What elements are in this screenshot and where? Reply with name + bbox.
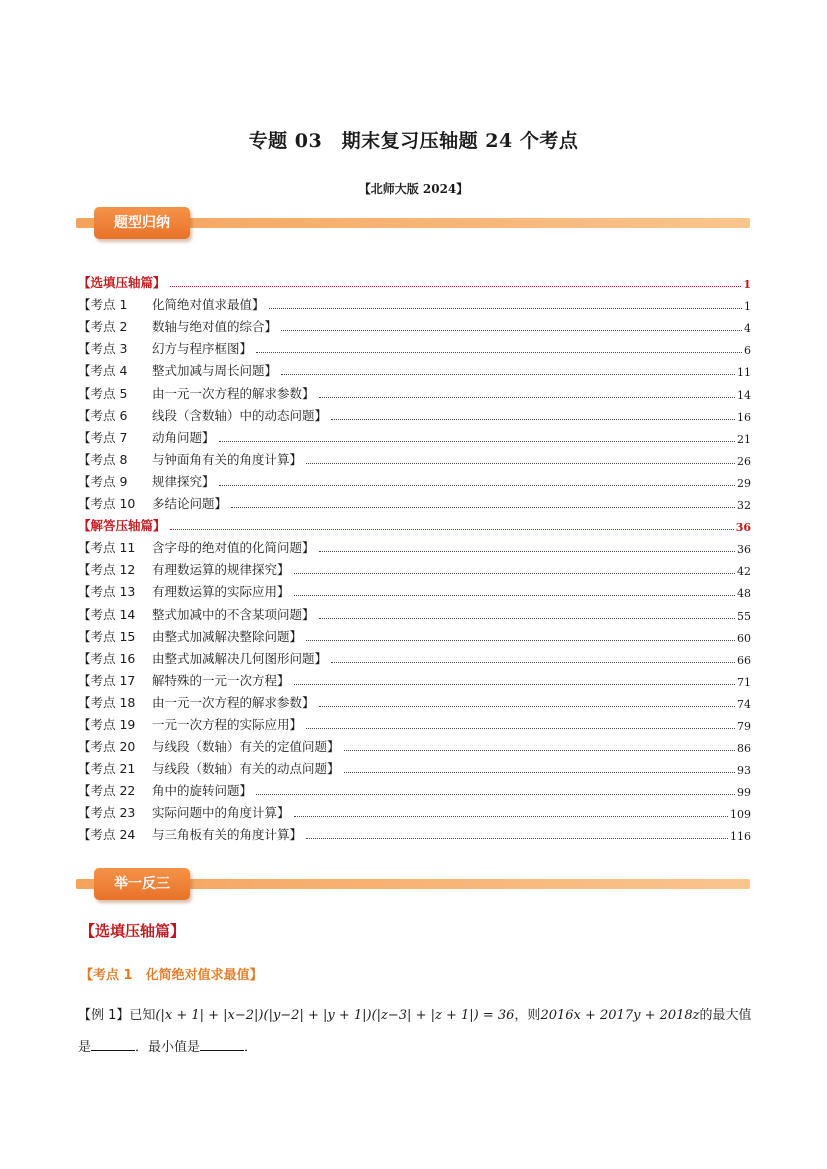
example-expression: 2016x + 2017y + 2018z bbox=[540, 1008, 700, 1023]
toc-item-text: 由整式加减解决整除问题】 bbox=[152, 628, 303, 644]
toc-leader-dots bbox=[294, 594, 735, 596]
toc-page-number: 36 bbox=[737, 543, 751, 557]
banner-tag: 举一反三 bbox=[94, 868, 190, 900]
toc-item-row[interactable] bbox=[78, 556, 751, 578]
answer-blank-min[interactable] bbox=[200, 1036, 244, 1051]
toc-leader-dots bbox=[331, 661, 735, 663]
toc-item-label bbox=[78, 715, 302, 733]
toc-leader-dots bbox=[331, 418, 735, 420]
toc-item-text: 含字母的绝对值的化简问题】 bbox=[152, 540, 315, 556]
toc-leader-dots bbox=[294, 683, 735, 685]
toc-item-row[interactable] bbox=[78, 689, 751, 711]
toc-item-number: 【考点 19 bbox=[78, 716, 136, 732]
toc-item-number: 【考点 22 bbox=[78, 783, 136, 799]
example-line2-a: 是 bbox=[78, 1040, 92, 1055]
toc-item-label bbox=[78, 582, 290, 600]
toc-item-number: 【考点 20 bbox=[78, 739, 136, 755]
toc-leader-dots bbox=[319, 396, 735, 398]
toc-leader-dots bbox=[170, 528, 734, 530]
toc-item-text: 与线段（数轴）有关的定值问题】 bbox=[152, 739, 340, 755]
toc-item-label bbox=[78, 538, 315, 556]
toc-item-row[interactable] bbox=[78, 799, 751, 821]
toc-page-number: 86 bbox=[737, 742, 751, 756]
toc-leader-dots bbox=[319, 617, 735, 619]
toc-item-row[interactable] bbox=[78, 402, 751, 424]
toc-item-row[interactable] bbox=[78, 335, 751, 357]
toc-item-text: 实际问题中的角度计算】 bbox=[152, 805, 290, 821]
toc-item-row[interactable] bbox=[78, 755, 751, 777]
toc-leader-dots bbox=[306, 837, 728, 839]
toc-item-row[interactable] bbox=[78, 645, 751, 667]
toc-page-number: 26 bbox=[737, 454, 751, 468]
toc-leader-dots bbox=[294, 572, 735, 574]
toc-item-row[interactable] bbox=[78, 534, 751, 556]
toc-section-label: 【选填压轴篇】 bbox=[78, 275, 166, 291]
section-heading: 【选填压轴篇】 bbox=[80, 922, 186, 940]
example-lead: 已知 bbox=[129, 1008, 156, 1023]
toc-item-number: 【考点 7 bbox=[78, 429, 128, 445]
toc-item-number: 【考点 4 bbox=[78, 363, 128, 379]
toc-item-number: 【考点 14 bbox=[78, 606, 136, 622]
toc-item-label bbox=[78, 560, 290, 578]
toc-leader-dots bbox=[281, 329, 742, 331]
toc-item-text: 幻方与程序框图】 bbox=[152, 341, 253, 357]
banner-tag: 题型归纳 bbox=[94, 207, 190, 239]
toc-page-number: 21 bbox=[737, 432, 751, 446]
toc-page-number: 99 bbox=[737, 786, 751, 800]
toc-leader-dots bbox=[306, 639, 735, 641]
example-mid: ，则 bbox=[514, 1008, 541, 1023]
toc-item-label bbox=[78, 494, 227, 512]
toc-leader-dots bbox=[319, 705, 735, 707]
toc-item-text: 由一元一次方程的解求参数】 bbox=[152, 385, 315, 401]
toc-item-text: 一元一次方程的实际应用】 bbox=[152, 716, 303, 732]
toc-item-label bbox=[78, 781, 252, 799]
toc-item-label bbox=[78, 295, 265, 313]
toc-item-text: 角中的旋转问题】 bbox=[152, 783, 253, 799]
toc-item-number: 【考点 16 bbox=[78, 650, 136, 666]
toc-item-text: 有理数运算的实际应用】 bbox=[152, 584, 290, 600]
toc-leader-dots bbox=[219, 484, 735, 486]
document-title: 专题 03 期末复习压轴题 24 个考点 bbox=[248, 130, 579, 152]
toc-item-number: 【考点 10 bbox=[78, 496, 136, 512]
toc-item-label bbox=[78, 671, 290, 689]
toc-item-number: 【考点 15 bbox=[78, 628, 136, 644]
toc-page-number: 42 bbox=[737, 565, 751, 579]
toc-item-number: 【考点 23 bbox=[78, 805, 136, 821]
example-1 bbox=[78, 1000, 756, 1064]
table-of-contents bbox=[78, 269, 751, 843]
toc-item-number: 【考点 1 bbox=[78, 297, 128, 313]
toc-item-number: 【考点 17 bbox=[78, 672, 136, 688]
toc-item-row[interactable] bbox=[78, 777, 751, 799]
toc-item-label bbox=[78, 384, 315, 402]
toc-item-label bbox=[78, 428, 215, 446]
toc-item-text: 线段（含数轴）中的动态问题】 bbox=[152, 407, 328, 423]
toc-item-text: 整式加减中的不含某项问题】 bbox=[152, 606, 315, 622]
toc-item-number: 【考点 12 bbox=[78, 562, 136, 578]
toc-item-text: 由整式加减解决几何图形问题】 bbox=[152, 650, 328, 666]
example-line2-c: ． bbox=[244, 1040, 258, 1055]
toc-page-number: 32 bbox=[737, 499, 751, 513]
toc-page-number: 71 bbox=[737, 675, 751, 689]
toc-item-label bbox=[78, 627, 302, 645]
toc-leader-dots bbox=[306, 727, 735, 729]
toc-item-number: 【考点 13 bbox=[78, 584, 136, 600]
toc-page-number: 4 bbox=[744, 322, 751, 336]
toc-item-row[interactable] bbox=[78, 821, 751, 843]
toc-page-number: 36 bbox=[735, 521, 751, 535]
toc-item-label bbox=[78, 361, 277, 379]
toc-item-label bbox=[78, 406, 327, 424]
toc-leader-dots bbox=[170, 285, 742, 287]
toc-item-text: 动角问题】 bbox=[152, 429, 215, 445]
toc-page-number: 48 bbox=[737, 587, 751, 601]
toc-page-number: 14 bbox=[737, 388, 751, 402]
toc-item-text: 数轴与绝对值的综合】 bbox=[152, 319, 278, 335]
toc-page-number: 109 bbox=[730, 808, 751, 822]
example-tail: 的最大值 bbox=[699, 1008, 752, 1023]
toc-page-number: 1 bbox=[744, 300, 751, 314]
toc-item-text: 有理数运算的规律探究】 bbox=[152, 562, 290, 578]
toc-leader-dots bbox=[256, 793, 735, 795]
toc-item-row[interactable] bbox=[78, 357, 751, 379]
toc-leader-dots bbox=[344, 771, 735, 773]
toc-leader-dots bbox=[281, 373, 735, 375]
toc-item-text: 与线段（数轴）有关的动点问题】 bbox=[152, 761, 340, 777]
toc-item-text: 与钟面角有关的角度计算】 bbox=[152, 451, 303, 467]
toc-page-number: 55 bbox=[737, 609, 751, 623]
toc-item-label bbox=[78, 693, 315, 711]
toc-item-label bbox=[78, 450, 302, 468]
toc-page-number: 79 bbox=[737, 719, 751, 733]
toc-item-label bbox=[78, 472, 215, 490]
toc-leader-dots bbox=[306, 462, 735, 464]
toc-item-text: 规律探究】 bbox=[152, 473, 215, 489]
toc-item-row[interactable] bbox=[78, 711, 751, 733]
example-condition: (|x + 1| + |x−2|)(|y−2| + |y + 1|)(|z−3| + |z + 1|) = 36 bbox=[155, 1008, 515, 1023]
toc-page-number: 66 bbox=[737, 653, 751, 667]
toc-item-number: 【考点 2 bbox=[78, 319, 128, 335]
toc-section-row[interactable] bbox=[78, 269, 751, 291]
toc-leader-dots bbox=[269, 307, 742, 309]
toc-section-label: 【解答压轴篇】 bbox=[78, 518, 166, 534]
toc-item-row[interactable] bbox=[78, 379, 751, 401]
answer-blank-max[interactable] bbox=[91, 1036, 135, 1051]
toc-leader-dots bbox=[294, 815, 728, 817]
toc-item-label bbox=[78, 737, 340, 755]
toc-item-label bbox=[78, 317, 277, 335]
toc-page-number: 116 bbox=[730, 830, 751, 844]
toc-item-label bbox=[78, 649, 327, 667]
toc-item-text: 化简绝对值求最值】 bbox=[152, 297, 265, 313]
toc-item-row[interactable] bbox=[78, 623, 751, 645]
toc-leader-dots bbox=[231, 506, 735, 508]
toc-item-number: 【考点 21 bbox=[78, 761, 136, 777]
toc-leader-dots bbox=[256, 351, 742, 353]
toc-banner bbox=[76, 207, 750, 241]
toc-item-text: 整式加减与周长问题】 bbox=[152, 363, 278, 379]
toc-item-row[interactable] bbox=[78, 291, 751, 313]
toc-item-label bbox=[78, 803, 290, 821]
toc-page-number: 93 bbox=[737, 764, 751, 778]
toc-item-row[interactable] bbox=[78, 468, 751, 490]
toc-item-number: 【考点 11 bbox=[78, 540, 136, 556]
toc-item-row[interactable] bbox=[78, 733, 751, 755]
toc-item-row[interactable] bbox=[78, 600, 751, 622]
toc-page-number: 29 bbox=[737, 476, 751, 490]
toc-item-label bbox=[78, 605, 315, 623]
document-subtitle: 【北师大版 2024】 bbox=[358, 182, 469, 196]
example-line2-b: ．最小值是 bbox=[135, 1040, 201, 1055]
toc-item-number: 【考点 24 bbox=[78, 827, 136, 843]
toc-page-number: 74 bbox=[737, 697, 751, 711]
kp-heading: 【考点 1 化简绝对值求最值】 bbox=[80, 968, 263, 983]
toc-page-number: 11 bbox=[737, 366, 751, 380]
toc-leader-dots bbox=[344, 749, 735, 751]
toc-page-number: 6 bbox=[744, 344, 751, 358]
toc-page-number: 16 bbox=[737, 410, 751, 424]
toc-item-text: 与三角板有关的角度计算】 bbox=[152, 827, 303, 843]
toc-leader-dots bbox=[219, 440, 735, 442]
toc-item-label bbox=[78, 825, 302, 843]
toc-leader-dots bbox=[319, 550, 735, 552]
toc-item-number: 【考点 9 bbox=[78, 473, 128, 489]
toc-item-row[interactable] bbox=[78, 424, 751, 446]
toc-item-number: 【考点 8 bbox=[78, 451, 128, 467]
toc-item-number: 【考点 5 bbox=[78, 385, 128, 401]
toc-item-row[interactable] bbox=[78, 313, 751, 335]
toc-page-number: 60 bbox=[737, 631, 751, 645]
toc-item-row[interactable] bbox=[78, 490, 751, 512]
toc-item-row[interactable] bbox=[78, 578, 751, 600]
example-label: 【例 1】 bbox=[78, 1008, 130, 1023]
toc-item-row[interactable] bbox=[78, 667, 751, 689]
toc-item-number: 【考点 18 bbox=[78, 694, 136, 710]
toc-item-number: 【考点 3 bbox=[78, 341, 128, 357]
toc-page-number: 1 bbox=[743, 278, 751, 292]
toc-item-label bbox=[78, 759, 340, 777]
toc-section-row[interactable] bbox=[78, 512, 751, 534]
toc-item-text: 多结论问题】 bbox=[152, 496, 228, 512]
toc-item-text: 解特殊的一元一次方程】 bbox=[152, 672, 290, 688]
toc-item-label bbox=[78, 339, 252, 357]
practice-banner bbox=[76, 868, 750, 902]
toc-item-number: 【考点 6 bbox=[78, 407, 128, 423]
toc-item-text: 由一元一次方程的解求参数】 bbox=[152, 694, 315, 710]
toc-item-row[interactable] bbox=[78, 446, 751, 468]
